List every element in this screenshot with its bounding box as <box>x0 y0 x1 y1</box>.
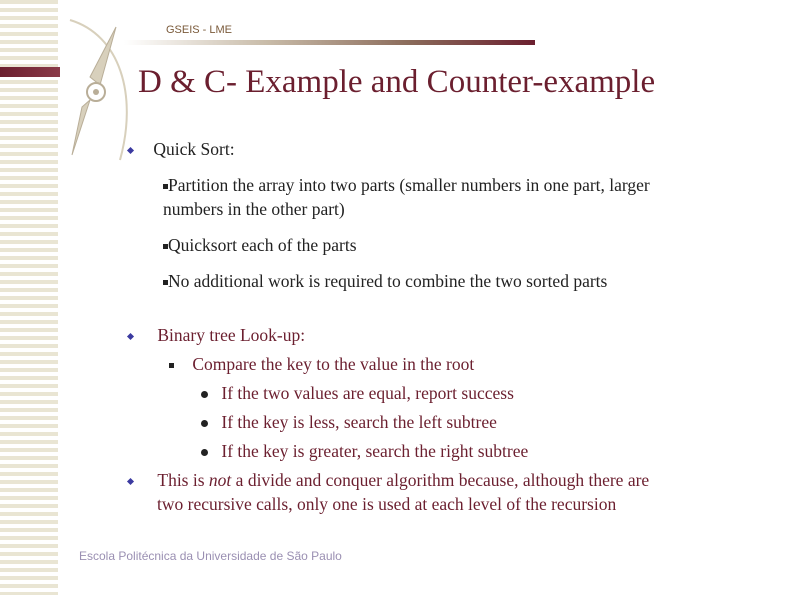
list-item <box>128 323 305 347</box>
compass-icon <box>0 15 140 165</box>
circle-bullet-icon <box>201 391 208 398</box>
list-item <box>128 137 235 161</box>
quicksort-item-1-cont: numbers in the other part) <box>163 199 345 219</box>
list-item <box>128 468 649 492</box>
footer-text: Escola Politécnica da Universidade de São Paulo <box>79 549 342 563</box>
conclusion-rest: a divide and conquer algorithm because, although there are <box>231 470 650 490</box>
binary-tree-case-3: If the key is greater, search the right subtree <box>221 441 529 461</box>
binary-tree-case-2: If the key is less, search the left subtree <box>221 412 497 432</box>
binary-tree-sub: Compare the key to the value in the root <box>192 354 475 374</box>
list-item <box>201 381 514 405</box>
circle-bullet-icon <box>201 420 208 427</box>
header-org: GSEIS - LME <box>166 24 233 36</box>
conclusion-line-1 <box>157 470 649 490</box>
accent-bar <box>0 67 60 77</box>
diamond-bullet-icon <box>127 478 134 485</box>
diamond-bullet-icon <box>127 147 134 154</box>
list-item <box>169 352 474 376</box>
conclusion-emphasis: not <box>208 470 232 490</box>
list-item <box>201 439 528 463</box>
slide-title: D & C- Example and Counter-example <box>138 64 656 100</box>
list-item-continuation <box>163 197 345 221</box>
conclusion-prefix: This is <box>157 470 209 490</box>
list-item <box>163 233 357 257</box>
diamond-bullet-icon <box>127 333 134 340</box>
quicksort-item-2: Quicksort each of the parts <box>168 235 357 255</box>
binary-tree-case-1: If the two values are equal, report success <box>221 383 514 403</box>
quicksort-heading: Quick Sort: <box>153 139 235 159</box>
list-item <box>163 269 607 293</box>
list-item <box>163 173 650 197</box>
square-bullet-icon <box>169 363 174 368</box>
list-item-continuation <box>157 492 616 516</box>
quicksort-item-3: No additional work is required to combine the two sorted parts <box>168 271 608 291</box>
header-bar <box>124 40 535 45</box>
conclusion-line-2: two recursive calls, only one is used at each level of the recursion <box>157 494 617 514</box>
list-item <box>201 410 497 434</box>
circle-bullet-icon <box>201 449 208 456</box>
binary-tree-heading: Binary tree Look-up: <box>157 325 306 345</box>
quicksort-item-1: Partition the array into two parts (smaller numbers in one part, larger <box>168 175 650 195</box>
